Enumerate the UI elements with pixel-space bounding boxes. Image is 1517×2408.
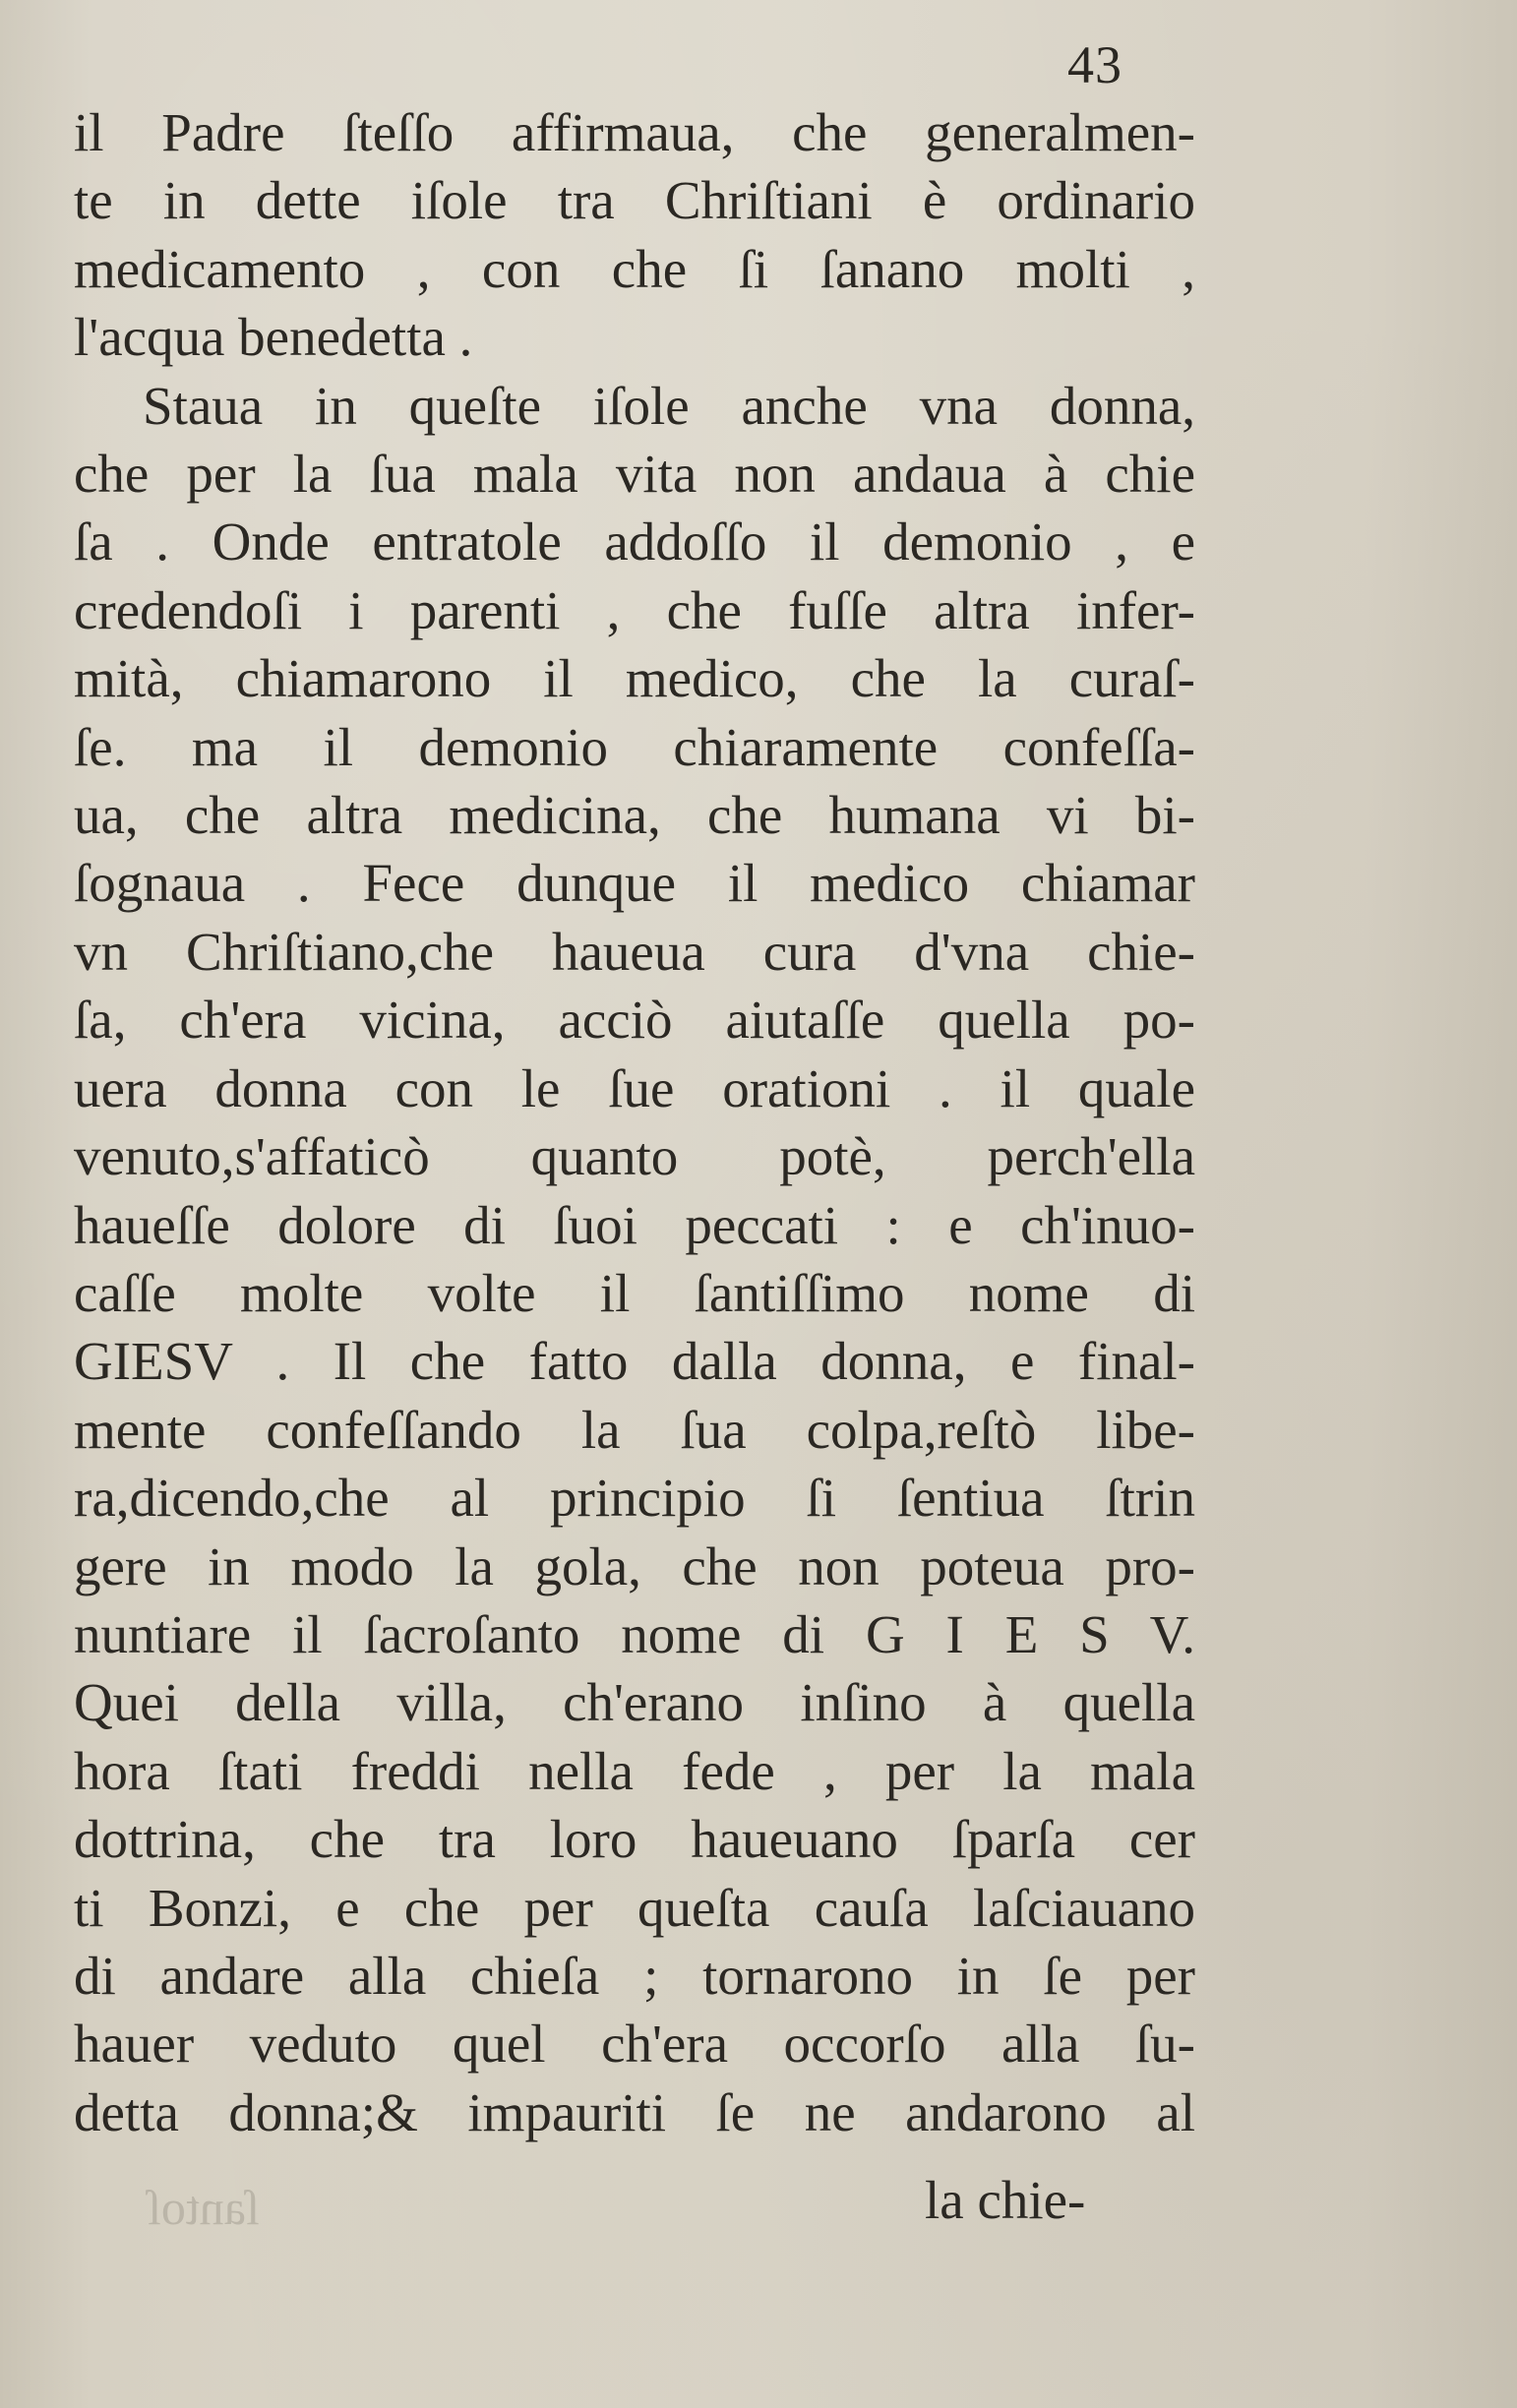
text-line: ua, che altra medicina, che humana vi bi- bbox=[74, 785, 1195, 846]
text-line: ſa . Onde entratole addoſſo il demonio , e bbox=[74, 512, 1195, 572]
text-line: ſe. ma il demonio chiaramente confeſſa- bbox=[74, 716, 1195, 777]
text-line: te in dette iſole tra Chriſtiani è ordinario bbox=[74, 170, 1195, 231]
bleed-through-text: ſantoſ bbox=[148, 2180, 260, 2235]
text-line: uera donna con le ſue orationi . il quale bbox=[74, 1057, 1195, 1118]
text-line: haueſſe dolore di ſuoi peccati : e ch'inuo- bbox=[74, 1194, 1195, 1255]
text-line: hora ſtati freddi nella fede , per la mala bbox=[74, 1740, 1195, 1801]
body-text bbox=[74, 98, 1195, 2146]
text-line: che per la ſua mala vita non andaua à chie bbox=[74, 444, 1195, 505]
text-line: di andare alla chieſa ; tornarono in ſe per bbox=[74, 1945, 1195, 2006]
text-line: detta donna;& impauriti ſe ne andarono al bbox=[74, 2081, 1195, 2142]
text-line: ra,dicendo,che al principio ſi ſentiua ſtrin bbox=[74, 1468, 1195, 1529]
text-line: dottrina, che tra loro haueuano ſparſa cer bbox=[74, 1809, 1195, 1870]
text-line: medicamento , con che ſi ſanano molti , bbox=[74, 238, 1195, 299]
page-number: 43 bbox=[1067, 35, 1123, 94]
text-line: l'acqua benedetta . bbox=[74, 307, 473, 368]
text-line: mità, chiamarono il medico, che la curaſ- bbox=[74, 648, 1195, 709]
text-line: il Padre ſteſſo affirmaua, che generalmen- bbox=[74, 102, 1195, 162]
text-line: Quei della villa, ch'erano inſino à quella bbox=[74, 1672, 1195, 1733]
catchword: la chie- bbox=[925, 2170, 1086, 2230]
text-line: mente confeſſando la ſua colpa,reſtò libe- bbox=[74, 1399, 1195, 1460]
text-line: credendoſi i parenti , che fuſſe altra infer- bbox=[74, 579, 1195, 640]
text-line: GIESV . Il che fatto dalla donna, e final- bbox=[74, 1331, 1195, 1392]
text-line: ti Bonzi, e che per queſta cauſa laſciauano bbox=[74, 1877, 1195, 1938]
text-line: venuto,s'affaticò quanto potè, perch'ella bbox=[74, 1126, 1195, 1187]
text-line: Staua in queſte iſole anche vna donna, bbox=[143, 375, 1195, 436]
text-line: ſa, ch'era vicina, acciò aiutaſſe quella po- bbox=[74, 990, 1195, 1051]
text-line: nuntiare il ſacroſanto nome di G I E S V. bbox=[74, 1603, 1195, 1664]
text-line: caſſe molte volte il ſantiſſimo nome di bbox=[74, 1262, 1195, 1323]
text-line: vn Chriſtiano,che haueua cura d'vna chie- bbox=[74, 921, 1195, 982]
text-line: ſognaua . Fece dunque il medico chiamar bbox=[74, 853, 1195, 914]
text-line: hauer veduto quel ch'era occorſo alla ſu- bbox=[74, 2014, 1195, 2075]
text-line: gere in modo la gola, che non poteua pro- bbox=[74, 1535, 1195, 1596]
